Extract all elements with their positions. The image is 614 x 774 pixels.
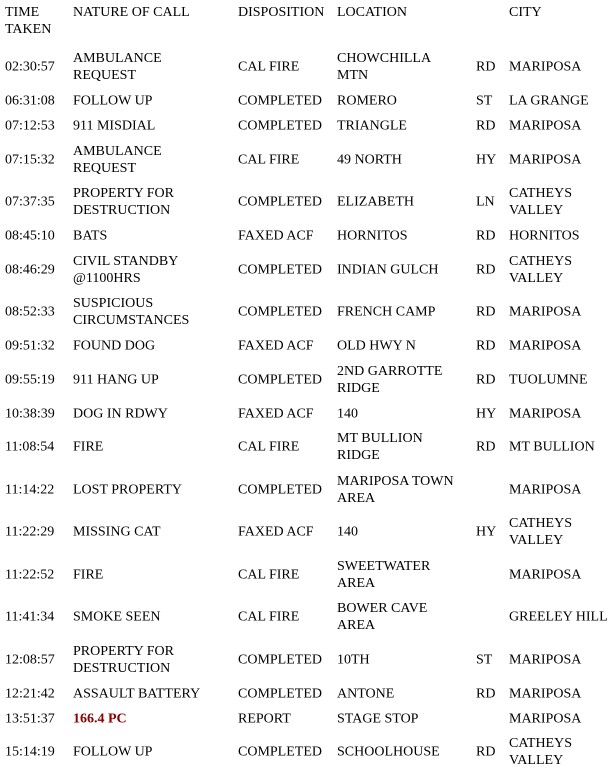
row-time: 06:31:08: [5, 93, 55, 109]
row-nature: PROPERTY FOR DESTRUCTION: [73, 643, 174, 676]
row-city: MARIPOSA: [509, 406, 582, 421]
row-time: 12:08:57: [5, 652, 55, 668]
row-location: STAGE STOP: [337, 711, 419, 726]
row-suffix: RD: [476, 439, 496, 455]
row-suffix: HY: [476, 406, 497, 421]
row-disposition: COMPLETED: [238, 686, 322, 701]
row-city: GREELEY HILL: [509, 609, 608, 625]
row-location: HORNITOS: [337, 228, 408, 244]
row-suffix: RD: [476, 262, 496, 278]
table-row: [0, 731, 614, 774]
row-time: 11:22:29: [5, 524, 55, 540]
row-suffix: ST: [476, 93, 493, 109]
table-row: [0, 114, 614, 139]
row-disposition: COMPLETED: [238, 262, 322, 278]
table-body: [0, 46, 614, 774]
row-time: 08:52:33: [5, 304, 55, 320]
row-nature: CIVIL STANDBY @1100HRS: [73, 253, 179, 286]
row-city: MARIPOSA: [509, 304, 582, 320]
row-city: HORNITOS: [509, 228, 580, 244]
row-nature: AMBULANCE REQUEST: [73, 143, 162, 176]
row-disposition: CAL FIRE: [238, 609, 300, 625]
header-time: TIME TAKEN: [5, 5, 52, 37]
row-location: 49 NORTH: [337, 152, 402, 168]
row-location: MARIPOSA TOWN AREA: [337, 473, 454, 506]
row-city: MARIPOSA: [509, 152, 582, 168]
table-row: [0, 401, 614, 426]
row-suffix: ST: [476, 652, 493, 668]
row-nature: AMBULANCE REQUEST: [73, 51, 162, 84]
row-disposition: COMPLETED: [238, 744, 322, 760]
row-nature: SMOKE SEEN: [73, 609, 161, 625]
row-city: CATHEYS VALLEY: [509, 516, 573, 549]
row-time: 11:22:52: [5, 567, 55, 583]
row-nature: FOLLOW UP: [73, 93, 153, 109]
header-city: CITY: [509, 5, 542, 20]
row-nature: DOG IN RDWY: [73, 406, 168, 421]
row-location: 10TH: [337, 652, 370, 668]
row-disposition: CAL FIRE: [238, 439, 300, 455]
row-city: CATHEYS VALLEY: [509, 186, 573, 219]
row-location: BOWER CAVE AREA: [337, 601, 428, 634]
table-row: [0, 181, 614, 224]
row-time: 09:51:32: [5, 338, 55, 354]
row-location: ELIZABETH: [337, 194, 414, 210]
row-location: FRENCH CAMP: [337, 304, 436, 320]
row-time: 08:46:29: [5, 262, 55, 278]
row-disposition: COMPLETED: [238, 652, 322, 668]
row-nature: ASSAULT BATTERY: [73, 686, 201, 701]
row-disposition: CAL FIRE: [238, 59, 300, 75]
row-time: 11:08:54: [5, 439, 55, 455]
row-suffix: HY: [476, 152, 497, 168]
row-disposition: CAL FIRE: [238, 567, 300, 583]
table-row: [0, 359, 614, 402]
table-header: [0, 0, 614, 46]
row-location: MT BULLION RIDGE: [337, 431, 423, 464]
row-time: 07:12:53: [5, 118, 55, 134]
row-time: 11:41:34: [5, 609, 55, 625]
row-location: TRIANGLE: [337, 118, 407, 134]
table-row: [0, 706, 614, 731]
row-time: 09:55:19: [5, 372, 55, 388]
row-time: 12:21:42: [5, 686, 55, 701]
row-city: MT BULLION: [509, 439, 595, 455]
row-nature: 911 HANG UP: [73, 372, 159, 388]
row-suffix: RD: [476, 372, 496, 388]
row-time: 02:30:57: [5, 59, 55, 75]
row-suffix: LN: [476, 194, 495, 210]
row-disposition: CAL FIRE: [238, 152, 300, 168]
table-row: [0, 681, 614, 706]
row-disposition: COMPLETED: [238, 482, 322, 498]
row-location: SWEETWATER AREA: [337, 558, 431, 591]
row-disposition: FAXED ACF: [238, 228, 314, 244]
row-time: 10:38:39: [5, 406, 55, 421]
row-location: ROMERO: [337, 93, 397, 109]
row-time: 08:45:10: [5, 228, 55, 244]
row-disposition: COMPLETED: [238, 194, 322, 210]
row-nature: FIRE: [73, 567, 104, 583]
row-suffix: HY: [476, 524, 497, 540]
row-city: MARIPOSA: [509, 652, 582, 668]
row-disposition: COMPLETED: [238, 93, 322, 109]
header-disposition: DISPOSITION: [238, 5, 325, 20]
row-nature: FOUND DOG: [73, 338, 156, 354]
row-disposition: REPORT: [238, 711, 291, 726]
table-row: [0, 639, 614, 682]
row-location: CHOWCHILLA MTN: [337, 51, 432, 84]
row-nature: SUSPICIOUS CIRCUMSTANCES: [73, 296, 190, 329]
row-time: 13:51:37: [5, 711, 55, 726]
row-nature: BATS: [73, 228, 108, 244]
table-row: [0, 554, 614, 597]
row-disposition: COMPLETED: [238, 372, 322, 388]
row-nature: MISSING CAT: [73, 524, 161, 540]
row-city: MARIPOSA: [509, 59, 582, 75]
row-nature: FOLLOW UP: [73, 744, 153, 760]
table-row: [0, 511, 614, 554]
row-disposition: FAXED ACF: [238, 524, 314, 540]
table-row: [0, 469, 614, 512]
row-location: 140: [337, 406, 358, 421]
row-nature: 911 MISDIAL: [73, 118, 156, 134]
row-suffix: RD: [476, 228, 496, 244]
row-disposition: FAXED ACF: [238, 406, 314, 421]
header-location: LOCATION: [337, 5, 407, 20]
row-city: MARIPOSA: [509, 567, 582, 583]
row-disposition: FAXED ACF: [238, 338, 314, 354]
row-city: MARIPOSA: [509, 482, 582, 498]
header-nature: NATURE OF CALL: [73, 5, 190, 20]
row-location: OLD HWY N: [337, 338, 416, 354]
row-city: MARIPOSA: [509, 711, 582, 726]
row-time: 15:14:19: [5, 744, 55, 760]
row-city: MARIPOSA: [509, 338, 582, 354]
row-suffix: RD: [476, 338, 496, 354]
row-city: MARIPOSA: [509, 686, 582, 701]
row-city: TUOLUMNE: [509, 372, 588, 388]
row-location: 140: [337, 524, 358, 540]
row-location: ANTONE: [337, 686, 395, 701]
table-row: [0, 46, 614, 89]
row-time: 07:37:35: [5, 194, 55, 210]
table-row: [0, 426, 614, 469]
row-location: 2ND GARROTTE RIDGE: [337, 363, 443, 396]
row-time: 11:14:22: [5, 482, 55, 498]
table-row: [0, 596, 614, 639]
row-city: CATHEYS VALLEY: [509, 253, 573, 286]
row-city: LA GRANGE: [509, 93, 589, 109]
row-location: INDIAN GULCH: [337, 262, 439, 278]
table-row: [0, 334, 614, 359]
row-location: SCHOOLHOUSE: [337, 744, 440, 760]
row-suffix: RD: [476, 59, 496, 75]
row-suffix: RD: [476, 118, 496, 134]
row-disposition: COMPLETED: [238, 304, 322, 320]
row-time: 07:15:32: [5, 152, 55, 168]
row-suffix: RD: [476, 304, 496, 320]
table-row: [0, 89, 614, 114]
table-row: [0, 224, 614, 249]
row-disposition: COMPLETED: [238, 118, 322, 134]
row-city: CATHEYS VALLEY: [509, 736, 573, 769]
row-city: MARIPOSA: [509, 118, 582, 134]
table-row: [0, 139, 614, 182]
row-nature: PROPERTY FOR DESTRUCTION: [73, 186, 174, 219]
row-suffix: RD: [476, 744, 496, 760]
table-row: [0, 291, 614, 334]
table-row: [0, 249, 614, 292]
row-nature: LOST PROPERTY: [73, 482, 182, 498]
row-suffix: RD: [476, 686, 496, 701]
row-nature: 166.4 PC: [73, 711, 127, 726]
row-nature: FIRE: [73, 439, 104, 455]
